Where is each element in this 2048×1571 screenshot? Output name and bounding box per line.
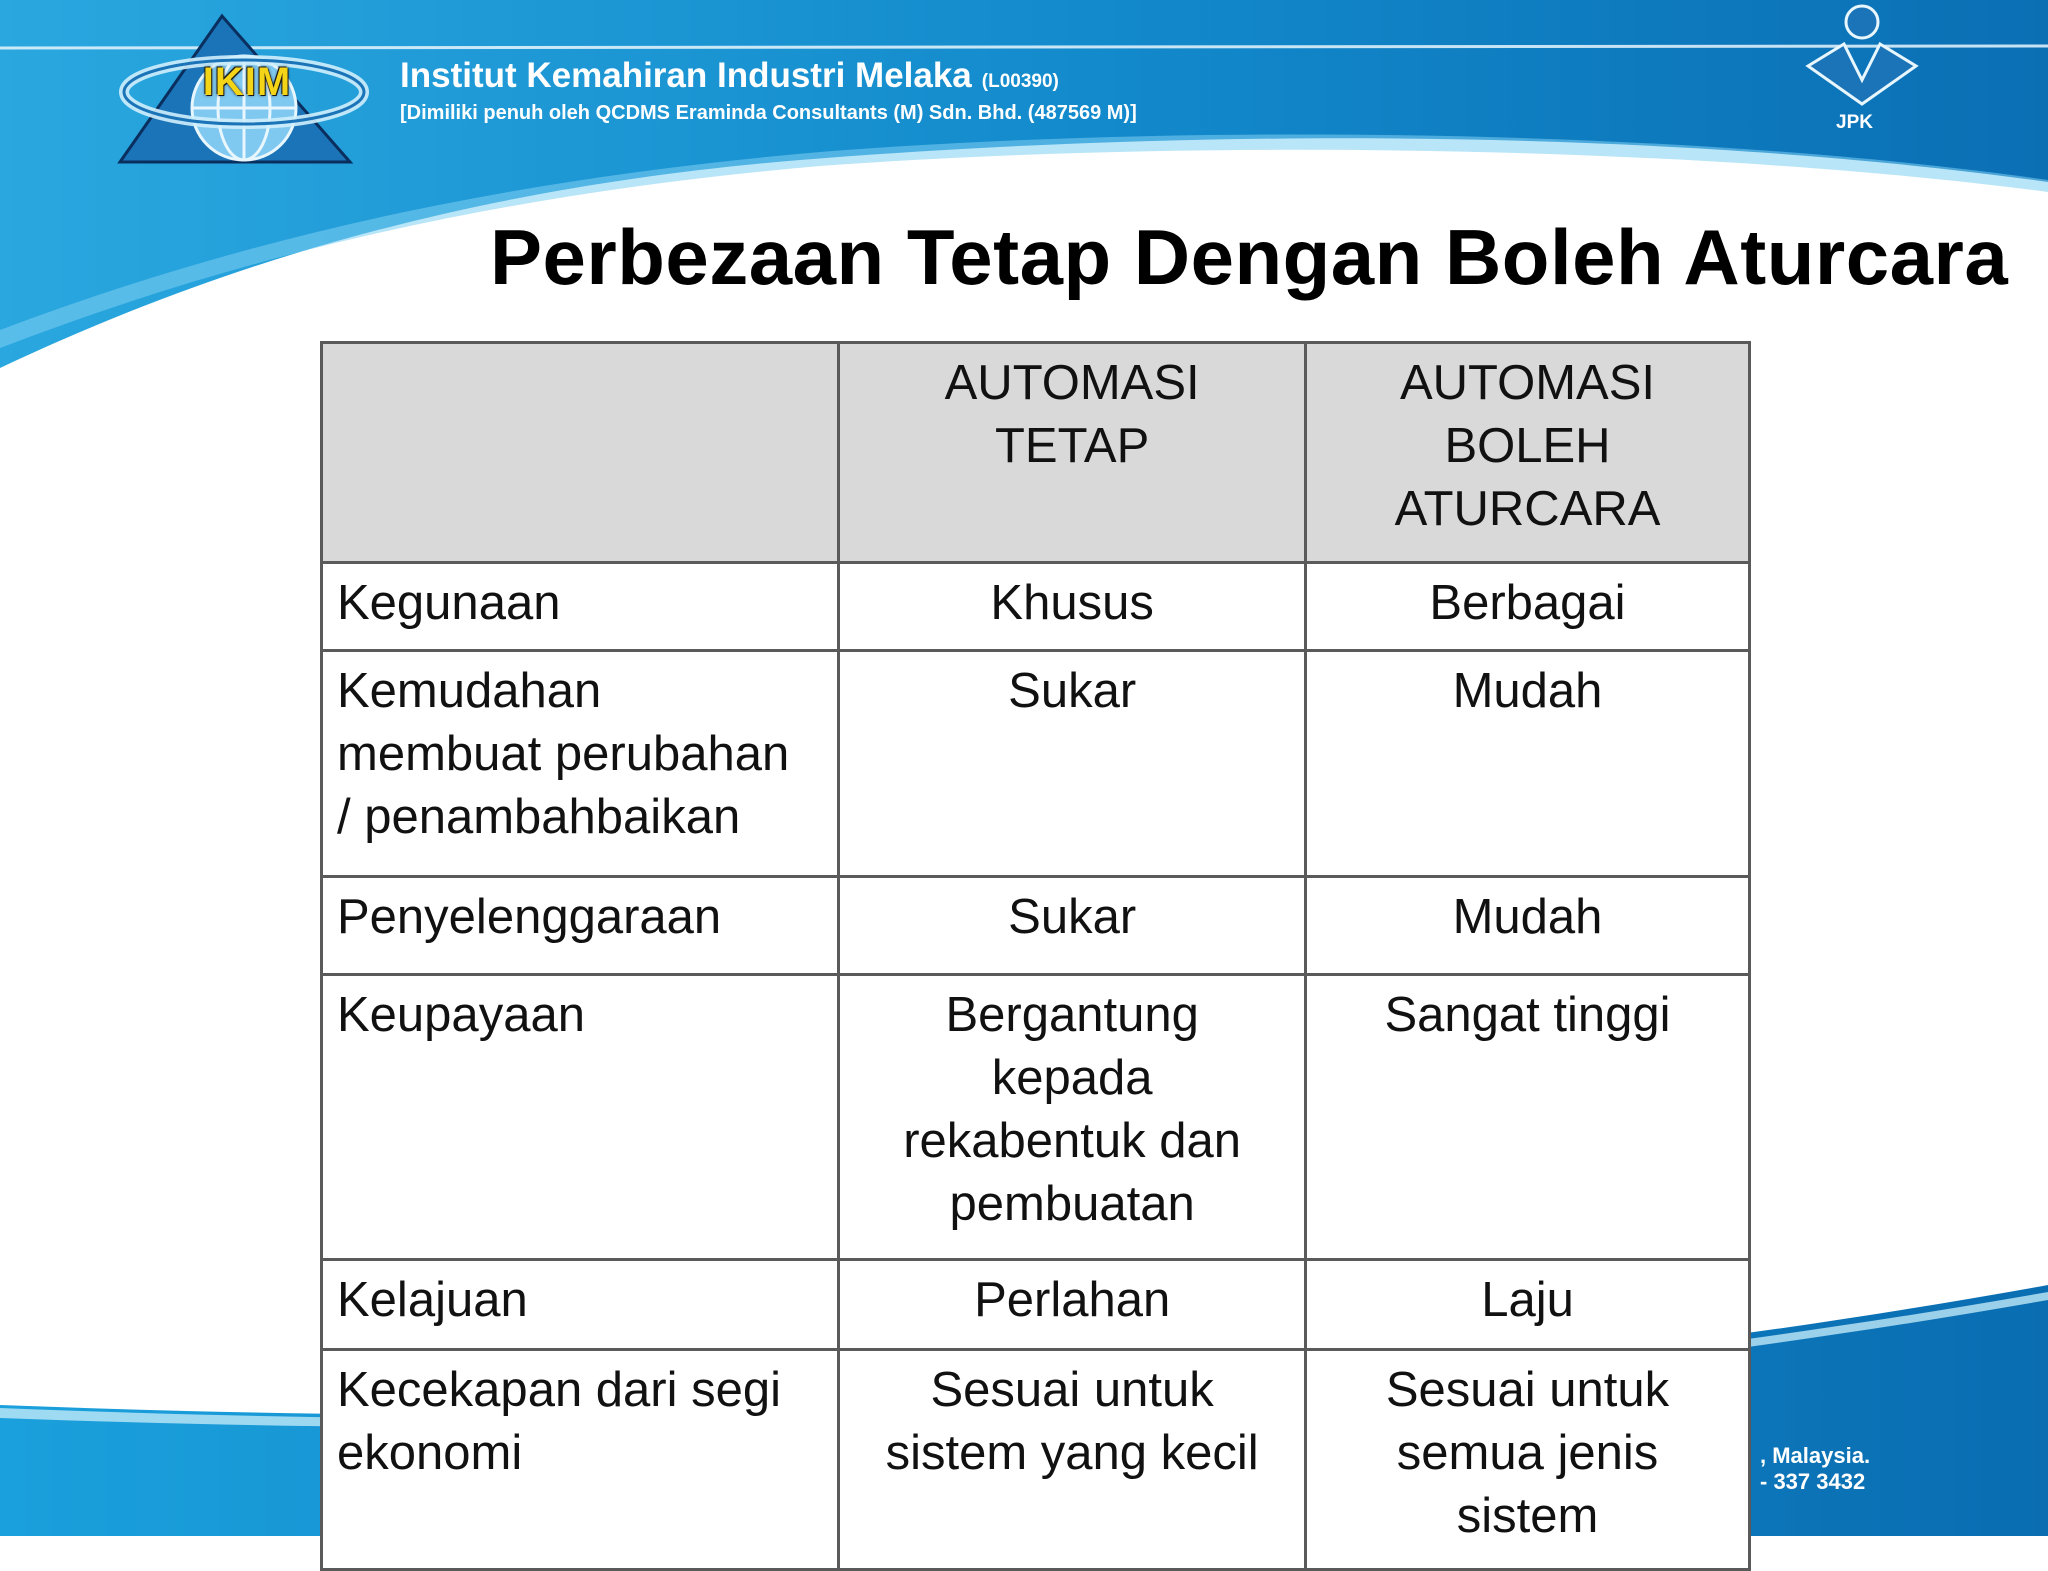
table-header-cell: AUTOMASI TETAP [839,343,1306,563]
table-cell: Mudah [1306,877,1750,975]
row-label-cell: Kemudahan membuat perubahan / penambahbaikan [322,651,839,877]
org-code: (L00390) [981,71,1059,92]
org-name-text: Institut Kemahiran Industri Melaka [400,56,972,95]
jpk-label: JPK [1836,112,1873,133]
table-header-row [322,343,1750,563]
table-row [322,1350,1750,1570]
row-label-cell: Kelajuan [322,1260,839,1350]
table-cell: Perlahan [839,1260,1306,1350]
table-cell: Sesuai untuk semua jenis sistem [1306,1350,1750,1570]
table-cell: Sesuai untuk sistem yang kecil [839,1350,1306,1570]
row-label-cell: Keupayaan [322,975,839,1260]
table-cell: Sangat tinggi [1306,975,1750,1260]
org-name [400,56,1059,96]
logo-text: IKIM [202,59,292,104]
row-label-cell: Penyelenggaraan [322,877,839,975]
comparison-table [320,341,1751,1571]
table-cell: Sukar [839,651,1306,877]
table-cell: Mudah [1306,651,1750,877]
table-row [322,877,1750,975]
footer-line-1: , Malaysia. [1760,1443,1871,1468]
table-row [322,651,1750,877]
row-label-cell: Kegunaan [322,563,839,651]
table-row [322,975,1750,1260]
table-cell: Khusus [839,563,1306,651]
table-header-cell [322,343,839,563]
table-cell: Laju [1306,1260,1750,1350]
table-cell: Sukar [839,877,1306,975]
table-header-cell: AUTOMASI BOLEH ATURCARA [1306,343,1750,563]
footer-line-2: - 337 3432 [1760,1469,1866,1494]
org-subtitle: [Dimiliki penuh oleh QCDMS Eraminda Consultants (M) Sdn. Bhd. (487569 M)] [400,102,1137,124]
table-cell: Bergantung kepada rekabentuk dan pembuatan [839,975,1306,1260]
table-row [322,563,1750,651]
table-row [322,1260,1750,1350]
table-cell: Berbagai [1306,563,1750,651]
slide-title: Perbezaan Tetap Dengan Boleh Aturcara [490,213,2009,301]
row-label-cell: Kecekapan dari segi ekonomi [322,1350,839,1570]
